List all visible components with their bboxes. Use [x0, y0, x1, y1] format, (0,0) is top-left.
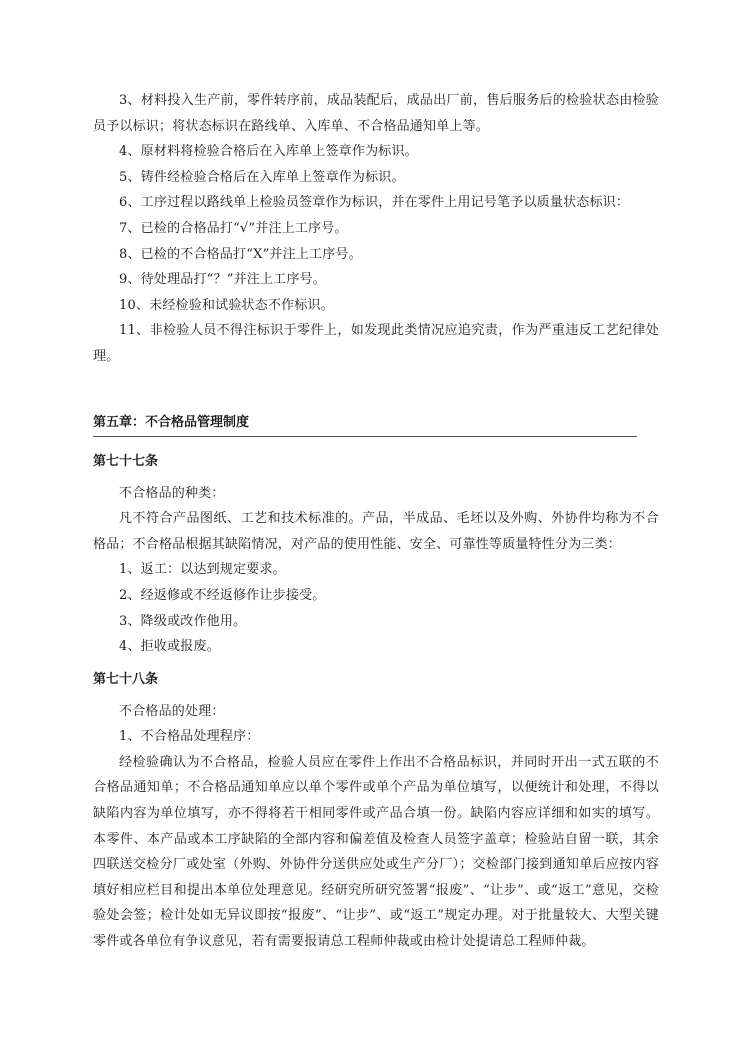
paragraph-item-8: 8、已检的不合格品打“X”并注上工序号。: [119, 246, 362, 262]
list-item: 1、返工：以达到规定要求。: [119, 562, 286, 578]
paragraph-item-3: 3、材料投入生产前，零件转序前，成品装配后，成品出厂前，售后服务后的检验状态由检验员予以标识；将状态标识在路线单、入库单、不合格品通知单上等。: [93, 93, 659, 134]
article-78-body: [93, 699, 659, 955]
paragraph-item-9: 9、待处理品打“？”并注上工序号。: [119, 272, 326, 288]
chapter-title: 第五章：不合格品管理制度: [93, 411, 637, 437]
document-page: [93, 88, 659, 955]
list-item: 3、降级或改作他用。: [119, 613, 247, 629]
list-item: 1、不合格品处理程序：: [119, 729, 260, 745]
paragraph-item-5: 5、铸件经检验合格后在入库单上签章作为标识。: [119, 169, 405, 185]
paragraph-item-6: 6、工序过程以路线单上检验员签章作为标识，并在零件上用记号笔予以质量状态标识：: [119, 195, 630, 211]
section-status-marking: [93, 88, 659, 370]
article-78-title: 第七十八条: [93, 671, 159, 687]
paragraph: 经检验确认为不合格品，检验人员应在零件上作出不合格品标识，并同时开出一式五联的不合格品通知单；不合格品通知单应以单个零件或单个产品为单位填写，以便统计和处理，不得以缺陷内容为单位填写，亦不得将若干相同零件或产品合填一份。缺陷内容应详细和如实的填写。本零件、本产品或本工序缺陷的全部内容和偏差值及检查人员签字盖章；检验站自留一联，其余四联送交检分厂或处室（外购、外协件分送供应处或生产分厂）；交检部门接到通知单后应按内容填好相应栏目和提出本单位处理意见。经研究所研究签署“报废”、“让步”、或“返工”意见，交检验处会签；检计处如无异议即按“报废”、“让步”、或“返工”规定办理。对于批量较大、大型关键零件或各单位有争议意见，若有需要报请总工程师仲裁或由检计处提请总工程师仲裁。: [93, 754, 659, 950]
paragraph-item-11: 11、非检验人员不得注标识于零件上，如发现此类情况应追究责，作为严重违反工艺纪律处理。: [93, 323, 659, 364]
paragraph-item-4: 4、原材料将检验合格后在入库单上签章作为标识。: [119, 144, 418, 160]
paragraph: 凡不符合产品图纸、工艺和技术标准的。产品，半成品、毛坯以及外购、外协件均称为不合格品；不合格品根据其缺陷情况，对产品的使用性能、安全、可靠性等质量特性分为三类：: [93, 511, 659, 552]
paragraph: 不合格品的处理：: [119, 703, 225, 719]
article-77-body: [93, 481, 659, 660]
paragraph: 不合格品的种类：: [119, 485, 225, 501]
list-item: 2、经返修或不经返修作让步接受。: [119, 587, 326, 603]
list-item: 4、拒收或报废。: [119, 639, 220, 655]
article-77-title: 第七十七条: [93, 453, 159, 469]
paragraph-item-7: 7、已检的合格品打“√”并注上工序号。: [119, 220, 348, 236]
paragraph-item-10: 10、未经检验和试验状态不作标识。: [119, 297, 334, 313]
